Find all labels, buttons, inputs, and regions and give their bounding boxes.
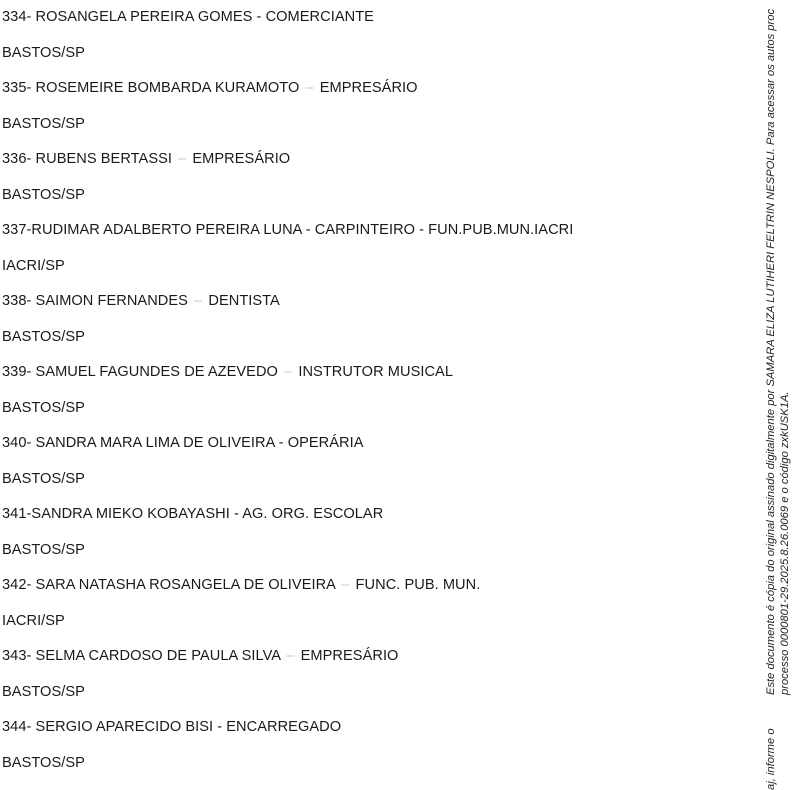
entry-337-title: 337-RUDIMAR ADALBERTO PEREIRA LUNA - CARPINTEIRO - FUN.PUB.MUN.IACRI: [2, 222, 574, 238]
entry-341-city: BASTOS/SP: [2, 541, 85, 558]
signature-stamp-line-3: aj, informe o: [765, 728, 777, 790]
entry-344-city: BASTOS/SP: [2, 754, 85, 771]
entry-342-city: IACRI/SP: [2, 612, 65, 629]
entry-336-title: 336- RUBENS BERTASSI – EMPRESÁRIO: [2, 151, 291, 167]
entry-335-city: BASTOS/SP: [2, 115, 85, 132]
entry-341-title: 341-SANDRA MIEKO KOBAYASHI - AG. ORG. ESCOLAR: [2, 506, 384, 522]
entry-340-title: 340- SANDRA MARA LIMA DE OLIVEIRA - OPERÁRIA: [2, 435, 364, 451]
signature-stamp-line-2: processo 0000801-29.2025.8.26.0069 e o código zxkUSK1A.: [779, 391, 791, 695]
entry-335-title: 335- ROSEMEIRE BOMBARDA KURAMOTO – EMPRESÁRIO: [2, 80, 418, 96]
entries-list: [2, 0, 742, 781]
entry-342-title: 342- SARA NATASHA ROSANGELA DE OLIVEIRA – FUNC. PUB. MUN.: [2, 577, 481, 593]
digital-signature-stamp: [765, 0, 800, 790]
entry-343-city: BASTOS/SP: [2, 683, 85, 700]
entry-338-city: BASTOS/SP: [2, 328, 85, 345]
entry-334-title: 334- ROSANGELA PEREIRA GOMES - COMERCIANTE: [2, 9, 374, 25]
entry-339-title: 339- SAMUEL FAGUNDES DE AZEVEDO – INSTRUTOR MUSICAL: [2, 364, 453, 380]
entry-336-city: BASTOS/SP: [2, 186, 85, 203]
entry-337-city: IACRI/SP: [2, 257, 65, 274]
entry-339-city: BASTOS/SP: [2, 399, 85, 416]
entry-343-title: 343- SELMA CARDOSO DE PAULA SILVA – EMPRESÁRIO: [2, 648, 399, 664]
entry-338-title: 338- SAIMON FERNANDES – DENTISTA: [2, 293, 280, 309]
entry-344-title: 344- SERGIO APARECIDO BISI - ENCARREGADO: [2, 719, 342, 735]
entry-334-city: BASTOS/SP: [2, 44, 85, 61]
signature-stamp-line-1: Este documento é cópia do original assinado digitalmente por SAMARA ELIZA LUTIHERI FELTRIN NESPOLI. Para acessar os autos proc: [765, 8, 777, 695]
entry-340-city: BASTOS/SP: [2, 470, 85, 487]
